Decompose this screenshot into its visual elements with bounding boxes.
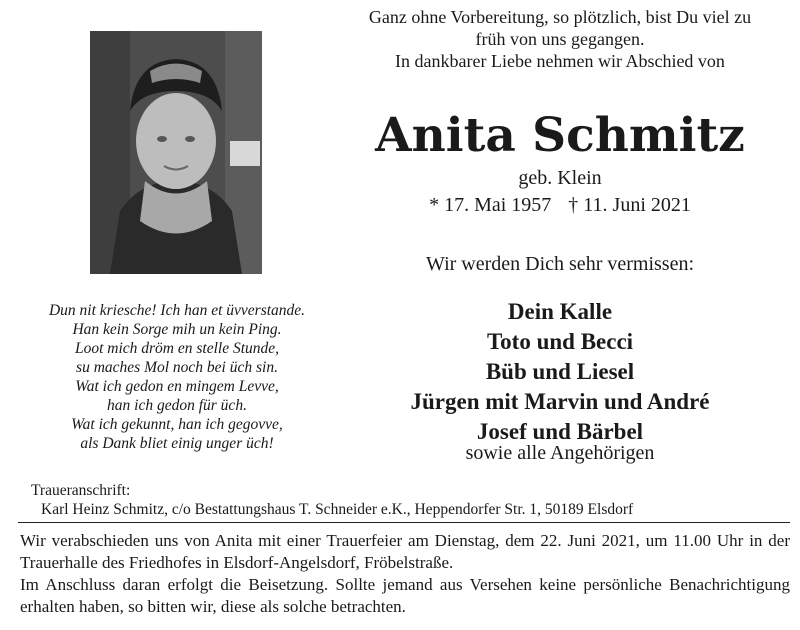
birth-date: * 17. Mai 1957 (429, 194, 552, 216)
service-info (20, 530, 790, 618)
address-label: Traueranschrift: (31, 482, 131, 499)
address-line: Karl Heinz Schmitz, c/o Bestattungshaus T. Schneider e.K., Heppendorfer Str. 1, 50189 Elsdorf (41, 501, 634, 518)
intro-line: In dankbarer Liebe nehmen wir Abschied von (395, 51, 725, 71)
relatives-text: sowie alle Angehörigen (465, 442, 655, 464)
deceased-name: Anita Schmitz (375, 108, 745, 163)
mourner: Toto und Becci (486, 329, 634, 354)
poem-line: Wat ich gekunnt, han ich gegovve, (71, 416, 283, 433)
mourner: Jürgen mit Marvin und André (410, 389, 710, 414)
birth-name: geb. Klein (518, 167, 602, 189)
divider (18, 522, 790, 523)
poem-line: han ich gedon für üch. (107, 397, 247, 414)
portrait-photo (90, 31, 262, 274)
poem-line: Han kein Sorge mih un kein Ping. (72, 321, 282, 338)
mourner: Dein Kalle (507, 299, 613, 324)
poem-line: su maches Mol noch bei üch sin. (76, 359, 278, 376)
intro-line: Ganz ohne Vorbereitung, so plötzlich, bist Du viel zu (368, 7, 752, 27)
mourner: Büb und Liesel (485, 359, 635, 384)
poem (12, 301, 342, 453)
mourning-address (31, 481, 791, 519)
death-date: † 11. Juni 2021 (568, 194, 691, 216)
poem-line: Loot mich dröm en stelle Stunde, (74, 340, 280, 357)
intro-text (330, 6, 790, 72)
miss-text: Wir werden Dich sehr vermissen: (426, 253, 694, 275)
poem-line: als Dank bliet einig unger üch! (80, 435, 274, 452)
service-paragraph: Wir verabschieden uns von Anita mit einer Trauerfeier am Dienstag, dem 22. Juni 2021, um 11.00 Uhr in der Trauerhalle des Friedhofes in Elsdorf-Angelsdorf, Fröbelstraße. (20, 531, 790, 572)
life-dates (330, 193, 790, 217)
mourners-list (350, 297, 770, 447)
intro-line: früh von uns gegangen. (475, 29, 645, 49)
service-paragraph: Im Anschluss daran erfolgt die Beisetzung. Sollte jemand aus Versehen keine persönliche Benachrichtigung erhalten haben, so bitten wir, diese als solche betrachten. (20, 575, 790, 616)
poem-line: Dun nit kriesche! Ich han et üvverstande. (48, 302, 306, 319)
mourner: Josef und Bärbel (476, 419, 644, 444)
poem-line: Wat ich gedon en mingem Levve, (75, 378, 279, 395)
